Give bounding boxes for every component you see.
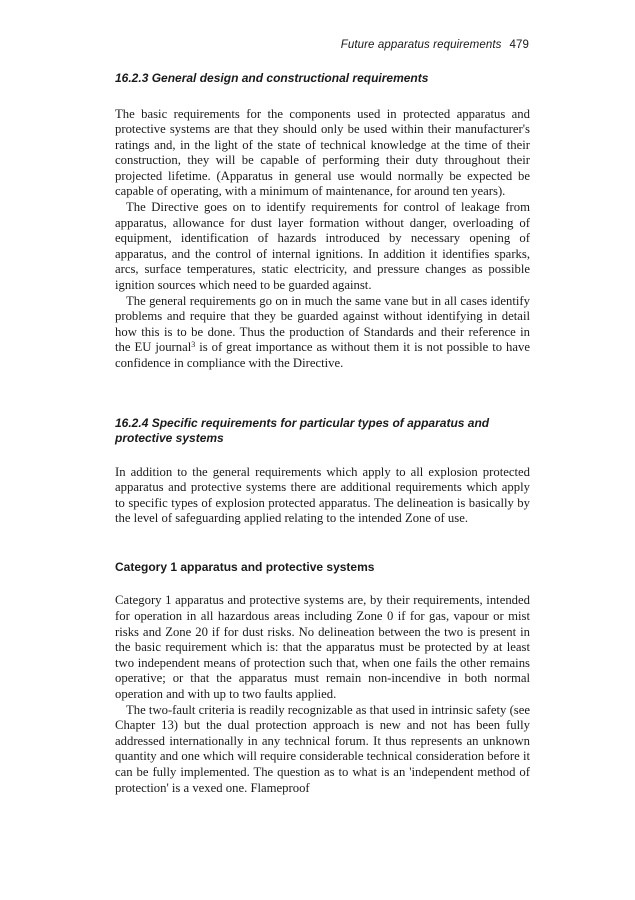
section-heading-16-2-3: 16.2.3 General design and constructional requirements bbox=[115, 71, 429, 85]
paragraph: In addition to the general requirements which apply to all explosion protected apparatus and protective systems there are additional requirements which apply to specific types of explosion protected apparatus. The delineation is basically by the level of safeguarding applied relating to the intended Zone of use. bbox=[115, 464, 530, 526]
paragraph-text: is of great importance as without them it is not possible to have confidence in compliance with the Directive. bbox=[115, 340, 530, 370]
paragraph-text: The general requirements go on in much the same vane but in all cases identify problems and require that they be guarded against without identifying in detail how this is to be done. Thus the production of Standards and their reference in the EU journal bbox=[115, 293, 530, 355]
paragraph: The basic requirements for the components used in protected apparatus and protective systems are that they should only be used within their manufacturer's ratings and, in the light of the state of technical knowledge at the time of their construction, they will be capable of performing their duty throughout their projected lifetime. (Apparatus in general use would normally be expected be capable of operating, with a minimum of maintenance, for around ten years). bbox=[115, 106, 530, 199]
section-heading-16-2-4: 16.2.4 Specific requirements for particular types of apparatus and protective systems bbox=[115, 415, 490, 446]
running-head-title: Future apparatus requirements bbox=[340, 39, 502, 51]
running-head bbox=[341, 39, 529, 51]
page-number: 479 bbox=[509, 39, 529, 51]
paragraph: The Directive goes on to identify requirements for control of leakage from apparatus, allowance for dust layer formation without danger, overloading of equipment, identification of hazards introduced by necessary opening of apparatus, and the control of internal ignitions. In addition it identifies sparks, arcs, surface temperatures, static electricity, and pressure changes as possible ignition sources which need to be guarded against. bbox=[115, 200, 530, 293]
paragraph: The two-fault criteria is readily recognizable as that used in intrinsic safety (see Chapter 13) but the dual protection approach is new and not has been fully addressed internationally in any technical forum. It thus represents an unknown quantity and one which will require considerable technical consideration before it can be fully implemented. The question as to what is an 'independent method of protection' is a vexed one. Flameproof bbox=[115, 702, 530, 795]
paragraph: Category 1 apparatus and protective systems are, by their requirements, intended for operation in all hazardous areas including Zone 0 if for gas, vapour or mist risks and Zone 20 if for dust risks. No delineation between the two is present in the basic requirement which is: that the apparatus must be protected by at least two independent means of protection such that, when one fails the other remains operative; or that the apparatus must remain non-incendive in both normal operation and with up to two faults applied. bbox=[115, 593, 530, 702]
page-body bbox=[115, 71, 530, 796]
paragraph bbox=[115, 294, 530, 372]
footnote-reference: 3 bbox=[191, 340, 196, 350]
subsection-heading-category-1: Category 1 apparatus and protective systems bbox=[115, 559, 375, 574]
